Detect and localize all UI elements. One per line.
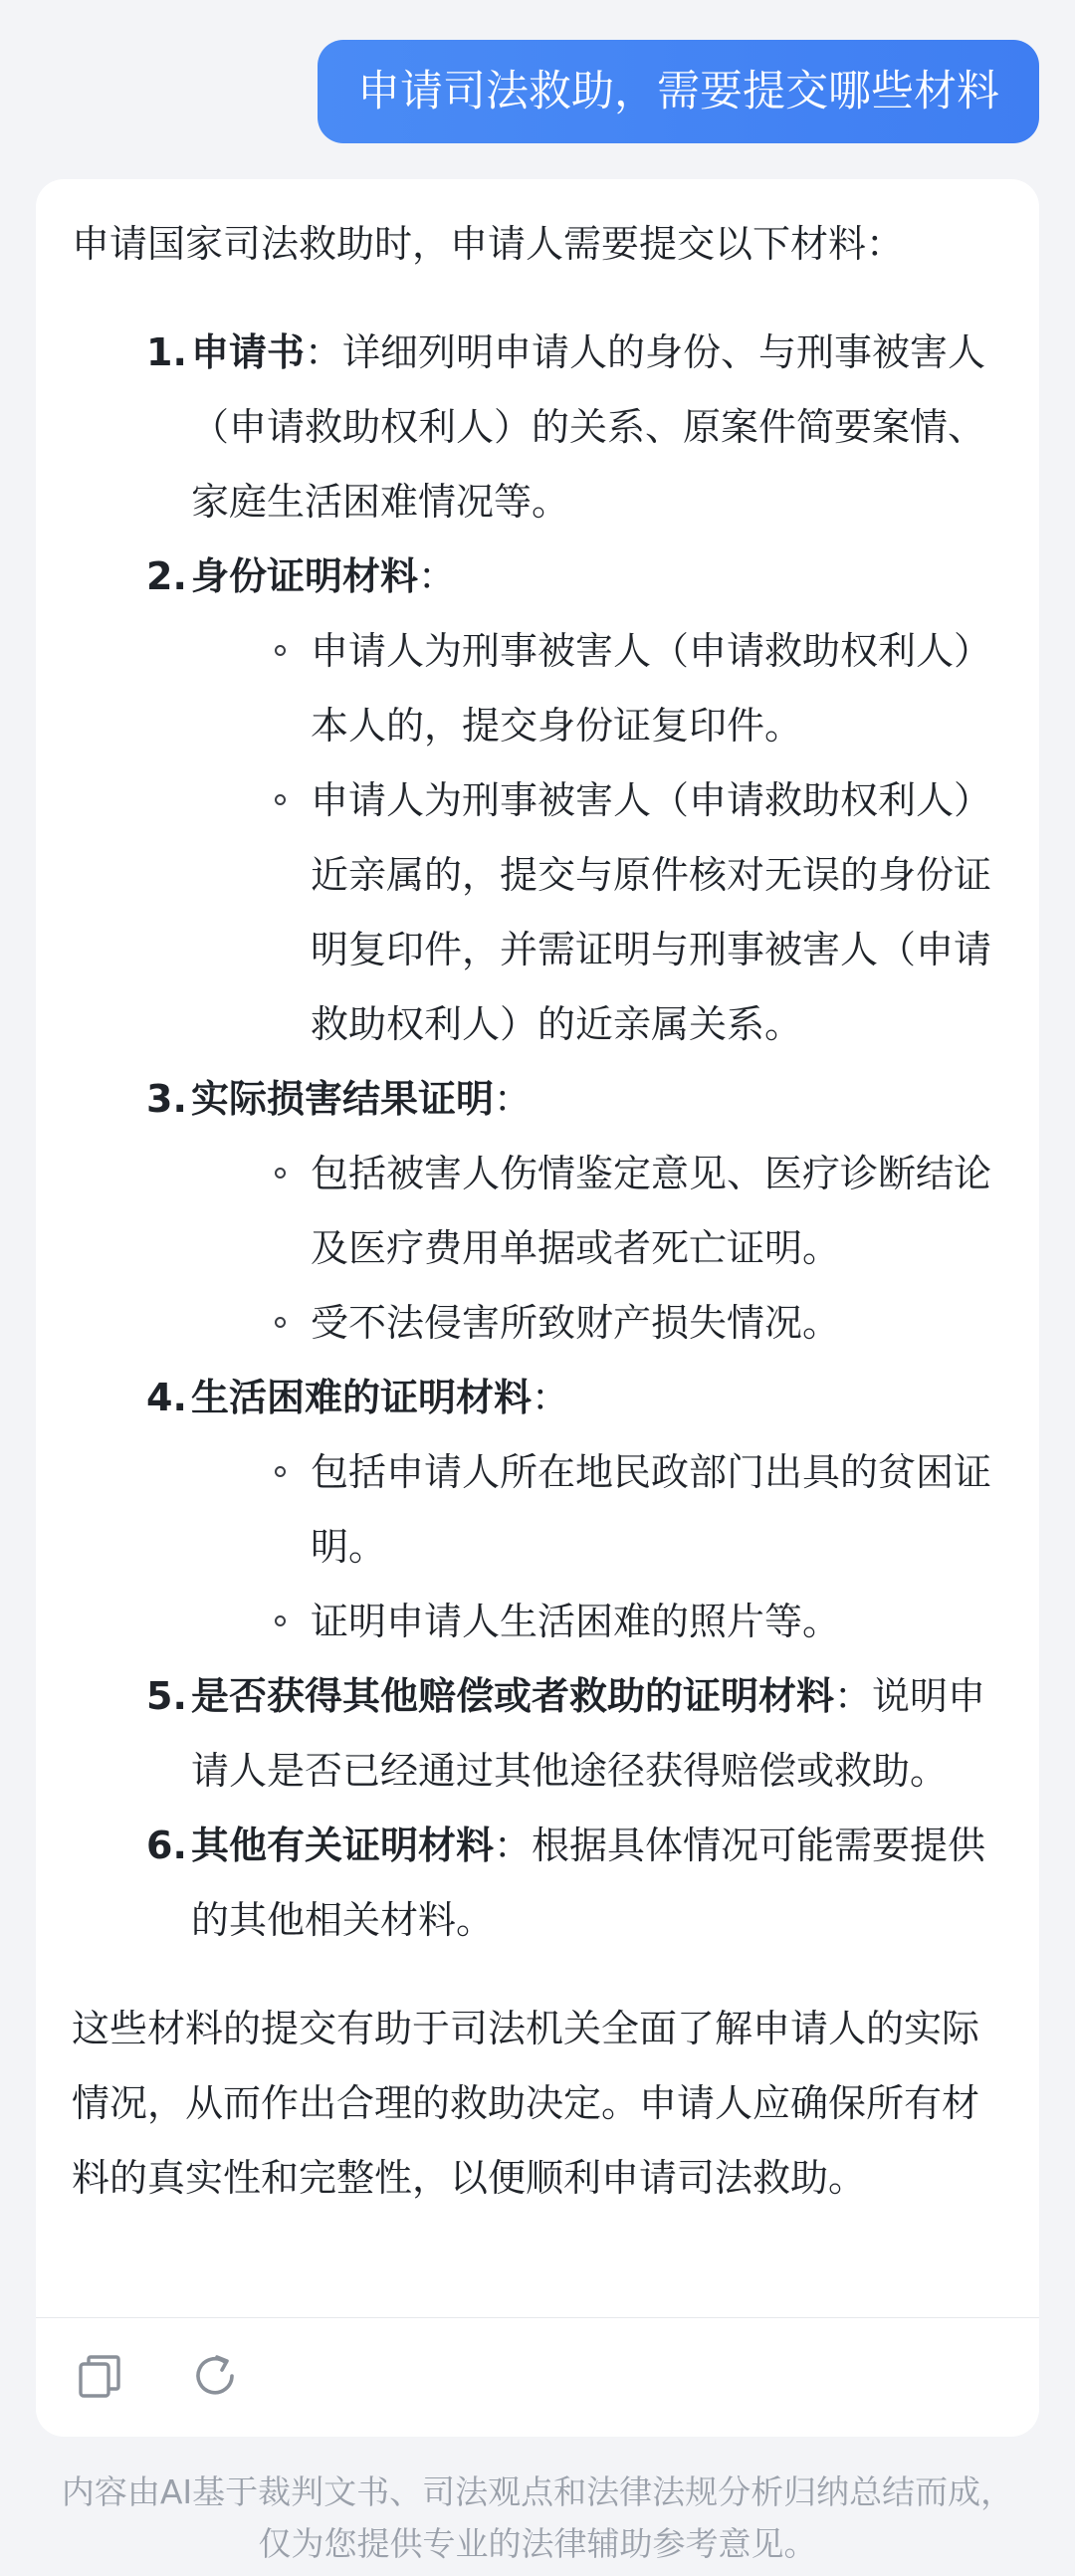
sub-item-text: 申请人为刑事被害人（申请救助权利人）近亲属的，提交与原件核对无误的身份证明复印件，并需证明与刑事被害人（申请救助权利人）的近亲属关系。 [311,778,992,1046]
sub-list [191,614,1003,1062]
disclaimer-line: 内容由AI基于裁判文书、司法观点和法律法规分析归纳总结而成， [61,2472,1014,2511]
item-text: ： [418,554,457,598]
sub-item-text: 申请人为刑事被害人（申请救助权利人）本人的，提交身份证复印件。 [311,629,992,748]
copy-icon [72,2349,127,2405]
item-number: 5. [146,1674,187,1718]
answer-body [36,179,1039,2216]
disclaimer [0,2467,1075,2570]
bullet-icon [275,1168,286,1179]
item-text: ： [494,1077,533,1121]
item-text: ：根据具体情况可能需要提供的其他相关材料。 [191,1824,986,1942]
item-title: 实际损害结果证明 [191,1077,495,1121]
bullet-icon [275,645,286,656]
sub-list-item [191,1137,1003,1286]
bullet-icon [275,794,286,805]
list-item [72,316,1003,539]
item-number: 4. [146,1376,187,1419]
copy-button[interactable] [72,2349,127,2405]
item-number: 2. [146,554,187,598]
item-number: 6. [146,1824,187,1867]
item-number: 1. [146,330,187,374]
answer-card [36,179,1039,2437]
item-number: 3. [146,1077,187,1121]
list-item [72,1361,1003,1659]
disclaimer-line: 仅为您提供专业的法律辅助参考意见。 [258,2524,817,2563]
answer-intro: 申请国家司法救助时，申请人需要提交以下材料： [72,222,905,266]
sub-list [191,1137,1003,1361]
sub-item-text: 受不法侵害所致财产损失情况。 [311,1301,841,1345]
item-title: 其他有关证明材料 [191,1824,495,1867]
sub-list-item [191,1286,1003,1361]
list-item [72,1809,1003,1958]
sub-list [191,1435,1003,1659]
item-title: 身份证明材料 [191,554,419,598]
item-text: ：详细列明申请人的身份、与刑事被害人（申请救助权利人）的关系、原案件简要案情、家庭生活困难情况等。 [191,330,986,524]
sub-item-text: 包括申请人所在地民政部门出具的贫困证明。 [311,1450,992,1569]
sub-list-item [191,614,1003,763]
bullet-icon [275,1317,286,1328]
materials-list [72,316,1003,1958]
item-text: ：说明申请人是否已经通过其他途径获得赔偿或救助。 [191,1674,986,1793]
user-message-bubble: 申请司法救助，需要提交哪些材料 [318,40,1039,143]
item-title: 申请书 [191,330,306,374]
sub-list-item [191,1435,1003,1585]
regenerate-button[interactable] [187,2349,243,2405]
list-item [72,1062,1003,1361]
item-title: 生活困难的证明材料 [191,1376,533,1419]
item-title: 是否获得其他赔偿或者救助的证明材料 [191,1674,835,1718]
sub-list-item [191,763,1003,1062]
divider [36,2317,1039,2318]
sub-item-text: 包括被害人伤情鉴定意见、医疗诊断结论及医疗费用单据或者死亡证明。 [311,1152,992,1270]
sub-item-text: 证明申请人生活困难的照片等。 [311,1600,841,1643]
item-text: ： [532,1376,570,1419]
bullet-icon [275,1615,286,1626]
answer-summary: 这些材料的提交有助于司法机关全面了解申请人的实际情况，从而作出合理的救助决定。申请人应确保所有材料的真实性和完整性，以便顺利申请司法救助。 [72,2007,980,2200]
list-item [72,539,1003,1062]
sub-list-item [191,1585,1003,1659]
bullet-icon [275,1466,286,1477]
refresh-icon [187,2349,243,2405]
list-item [72,1659,1003,1809]
